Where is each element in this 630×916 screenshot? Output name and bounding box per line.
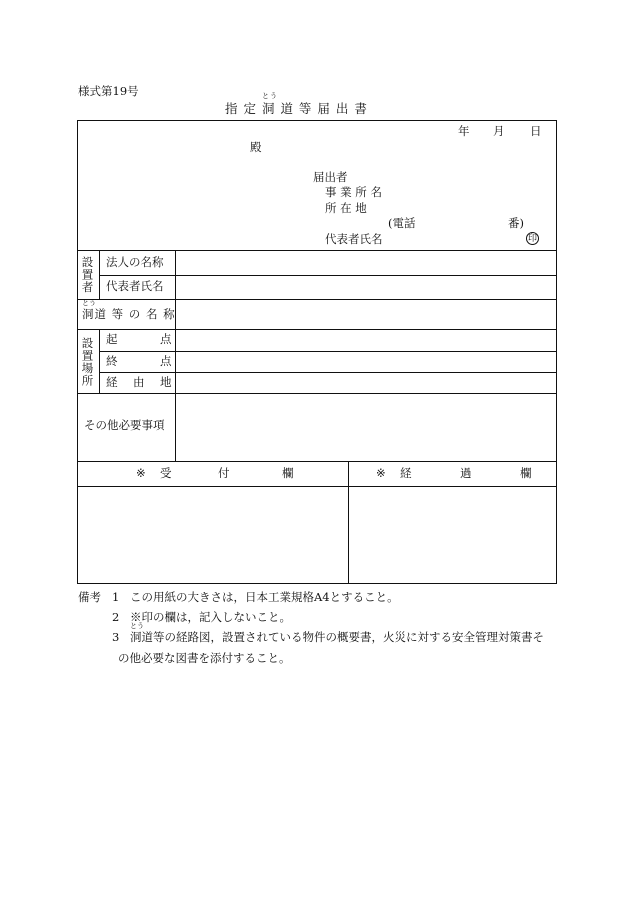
rule-installer-value-col	[175, 250, 176, 299]
reception-char-2: 付	[218, 466, 230, 480]
note-1-text: この用紙の大きさは，日本工業規格A4とすること。	[130, 590, 399, 604]
reception-char-1: 受	[160, 466, 172, 480]
progress-char-1: 経	[400, 466, 412, 480]
rep-name-label: 代表者氏名	[325, 232, 383, 246]
tunnel-name-label	[82, 299, 176, 321]
date-month: 月	[493, 124, 505, 138]
rule-location-label-col	[99, 329, 100, 393]
tunnel-label-rest: 道 等 の 名 称	[94, 307, 176, 321]
installer-rep-name-label: 代表者氏名	[106, 279, 164, 293]
date-day: 日	[530, 124, 542, 138]
addressee: 殿	[250, 140, 262, 154]
reception-char-3: 欄	[282, 466, 294, 480]
rule-installer-label-col	[99, 250, 100, 299]
notes-label: 備考	[78, 590, 101, 604]
start-point-char-2: 点	[160, 332, 172, 346]
rule-other-value-col	[175, 393, 176, 461]
title-ruby-base: 洞	[261, 101, 276, 116]
note-2-text: ※印の欄は，記入しないこと。	[130, 610, 291, 624]
seal-icon: 印	[527, 234, 537, 244]
form-number: 様式第19号	[78, 84, 139, 98]
address-label: 所 在 地	[325, 201, 367, 215]
rule-location-1	[99, 351, 557, 352]
rule-installer-bottom	[77, 299, 557, 300]
rule-location-value-col	[175, 329, 176, 393]
note-3-line-2: の他必要な図書を添付すること。	[118, 651, 291, 665]
note-3-text	[130, 622, 544, 644]
via-char-1: 経	[106, 375, 118, 389]
document-title	[225, 92, 368, 116]
via-char-3: 地	[160, 375, 172, 389]
rule-header-bottom	[77, 250, 557, 251]
note-2-number: 2	[112, 610, 120, 624]
rule-location-2	[99, 372, 557, 373]
progress-char-3: 欄	[520, 466, 532, 480]
phone-close: 番)	[508, 216, 524, 230]
installer-section-label: 設置者	[80, 256, 95, 294]
note-3-number: 3	[112, 630, 120, 644]
rule-tunnel-bottom	[77, 329, 557, 330]
reception-mark: ※	[136, 466, 146, 480]
phone-open: (電話	[388, 216, 416, 230]
start-point-char-1: 起	[106, 332, 118, 346]
progress-char-2: 過	[460, 466, 472, 480]
rule-location-bottom	[77, 393, 557, 394]
tunnel-ruby: とう	[82, 299, 96, 307]
via-char-2: 由	[133, 375, 145, 389]
note-3-line-1: 道等の経路図，設置されている物件の概要書，火災に対する安全管理対策書そ	[141, 630, 544, 644]
tunnel-ruby-base: 洞	[82, 307, 95, 321]
note-3-ruby-base: 洞	[130, 630, 142, 644]
note-3-ruby: とう	[130, 622, 144, 630]
title-post: 道 等 届 出 書	[275, 101, 368, 116]
date-year: 年	[458, 124, 470, 138]
location-section-label: 設置場所	[80, 337, 95, 387]
title-ruby: とう	[261, 92, 278, 100]
applicant-label: 届出者	[313, 170, 348, 184]
note-1-number: 1	[112, 590, 120, 604]
end-point-char-1: 終	[106, 354, 118, 368]
progress-mark: ※	[376, 466, 386, 480]
rule-reception-header	[77, 486, 557, 487]
office-name-label: 事 業 所 名	[325, 185, 382, 199]
corp-name-label: 法人の名称	[106, 255, 164, 269]
title-pre: 指 定	[225, 101, 262, 116]
rule-installer-mid	[99, 275, 557, 276]
end-point-char-2: 点	[160, 354, 172, 368]
rule-other-bottom	[77, 461, 557, 462]
form-frame	[77, 120, 557, 584]
rule-reception-divider	[348, 461, 349, 584]
other-items-label: その他必要事項	[84, 418, 165, 432]
